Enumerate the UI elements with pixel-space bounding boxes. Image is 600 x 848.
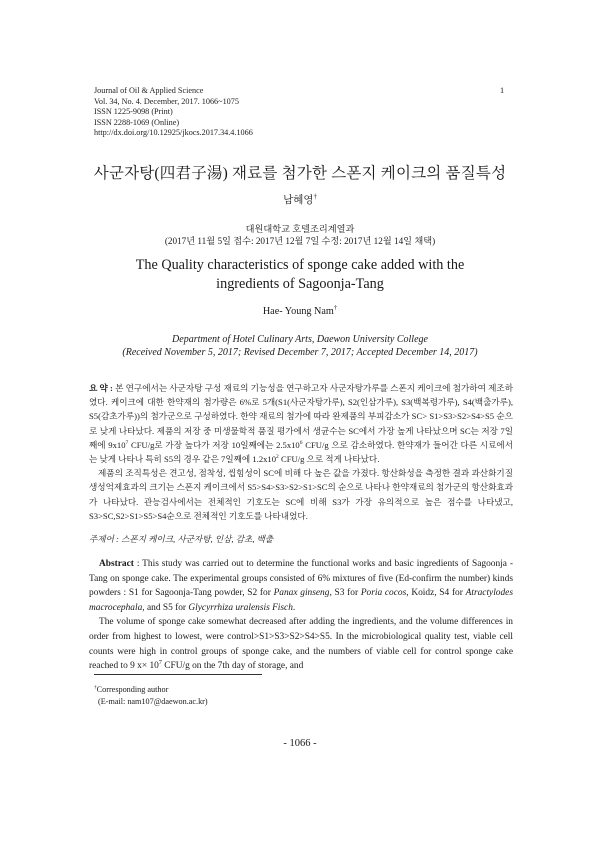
superscript: 7: [125, 439, 129, 446]
author-english-name: Hae- Young Nam: [262, 306, 334, 317]
abstract-korean-text: CFU/g 으로 감소하였다. 한약재가 들어간 다른 시료에서는 낮게 나타나 특히 S5의 경우 같은 7일째에 1.2x10: [89, 439, 513, 465]
dates-english: (Received November 5, 2017; Revised December 7, 2017; Accepted December 14, 2017): [122, 347, 478, 358]
abstract-english-text: : This study was carried out to determine the functional works and basic ingredients of Sagoonja -Tang on sponge cake. The experimental groups consisted of 6% mixtures of five (Ed-confirm the number) kinds powders : S1 for Sagoonja-Tang powder, S2 for: [89, 559, 513, 599]
author-english: [0, 306, 600, 317]
abstract-korean-label: 요 약 :: [89, 383, 113, 393]
department-english: Department of Hotel Culinary Arts, Daewon University College: [172, 334, 428, 345]
footnote-author: [94, 684, 208, 696]
dates-korean: (2017년 11월 5일 접수: 2017년 12월 7일 수정: 2017년 12월 14일 채택): [164, 236, 436, 246]
journal-name: Journal of Oil & Applied Science: [94, 86, 204, 95]
abstract-english-text: , Koidz, S4 for: [406, 588, 466, 599]
doi-link[interactable]: http://dx.doi.org/10.12925/jkocs.2017.34.4.1066: [94, 128, 253, 138]
keywords-korean: 주제어 : 스폰지 케이크, 사군자탕, 인삼, 감초, 백출: [89, 534, 274, 544]
abstract-korean-text: 본 연구에서는 사군자탕 구성 재료의 기능성을 연구하고자 사군자탕가루를 스폰지 케이크에 첨가하여 제조하였다. 케이크에 대한 한약재의 첨가량은 6%로 5개(S1(사군자탕가루), S2(인삼가루), S3(백복령가루), S4(백출가루), S5(감초가루))의 첨가군으로 구성하였다. 한약 재료의 첨가에 따라 완제품의 부피감소가 SC> S1>S3>S2>S4>S5 순으로 낮게 나타났다. 제품의 저장 중 미생물학적 품질 평가에서 생균수는 SC에서 가장 높게 나타났으며 SC는 저장 7일째에 9x10: [89, 383, 513, 450]
abstract-english-p1: [89, 557, 513, 615]
affiliation-korean: 대원대학교 호텔조리계열과: [245, 224, 355, 234]
superscript: 7: [158, 660, 162, 667]
title-korean: 사군자탕(四君子湯) 재료를 첨가한 스폰지 케이크의 품질특성: [93, 165, 507, 182]
abstract-korean-p1: [89, 381, 513, 466]
abstract-korean-p2: 제품의 조직특성은 견고성, 점착성, 씹힘성이 SC에 비해 다 높은 값을 가졌다. 항산화성을 측정한 결과 과산화기질 생성억제효과의 크기는 스폰지 케이크에서 S5>S4>S3>S2>S1>SC의 순으로 나타나 한약재료의 첨가군의 항산화효과가 나타났다. 관능검사에서는 전체적인 기호도는 SC에 비해 S3가 가장 유의적으로 높은 점수를 나타냈고, S3>SC,S2>S1>S5>S4순으로 전체적인 기호도를 나타내었다.: [89, 468, 513, 521]
author-korean: [0, 192, 600, 207]
species-name: Atractylodes macrocephala: [89, 588, 513, 613]
abstract-english-text: The volume of sponge cake somewhat decreased after adding the ingredients, and the volume differences in order from highest to lowest, were control>S1>S3>S2>S4>S5. In the microbiological quality test, viable cell counts were high in control groups of sponge cake, and the numbers of viable cell for control sponge cake reached to 9 x× 10: [89, 617, 513, 672]
title-english-line1: The Quality characteristics of sponge cake added with the: [135, 257, 465, 273]
superscript: 6: [299, 439, 303, 446]
corresponding-mark: †: [313, 193, 317, 201]
journal-header: [94, 86, 253, 139]
abstract-korean: [89, 381, 513, 523]
author-korean-name: 남혜영: [283, 195, 314, 206]
abstract-english-text: , S3 for: [329, 588, 361, 599]
footnote-email[interactable]: (E-mail: nam107@daewon.ac.kr): [98, 696, 208, 706]
issn-online: ISSN 2288-1069 (Online): [94, 117, 180, 127]
page-number-top: 1: [500, 86, 505, 95]
footnote: [94, 684, 208, 707]
page-number-bottom: - 1066 -: [283, 738, 317, 749]
title-english: [0, 256, 600, 294]
abstract-english-label: Abstract: [99, 559, 134, 569]
abstract-english-text: .: [292, 602, 296, 613]
abstract-english-text: , and S5 for: [142, 602, 189, 613]
species-name: Poria cocos: [360, 588, 407, 599]
abstract-english-p2: [89, 615, 513, 673]
corresponding-mark-en: †: [333, 304, 338, 312]
abstract-korean-text: CFU/g 으로 적게 나타났다.: [278, 454, 380, 465]
abstract-korean-text: CFU/g로 가장 높다가 저장 10일째에는 2.5x10: [128, 439, 300, 450]
footnote-mark: †: [94, 684, 97, 691]
footnote-divider: [94, 674, 262, 675]
species-name: Glycyrrhiza uralensis Fisch: [188, 602, 293, 613]
abstract-english-text: CFU/g on the 7th day of storage, and: [161, 661, 304, 672]
species-name: Panax ginseng: [273, 588, 330, 599]
journal-volume: Vol. 34, No. 4. December, 2017. 1066~1075: [94, 96, 239, 106]
abstract-english: [89, 557, 513, 674]
superscript: 2: [276, 454, 279, 461]
issn-print: ISSN 1225-9098 (Print): [94, 107, 173, 117]
footnote-label: Corresponding author: [96, 685, 169, 694]
title-english-line2: ingredients of Sagoonja-Tang: [216, 276, 384, 292]
